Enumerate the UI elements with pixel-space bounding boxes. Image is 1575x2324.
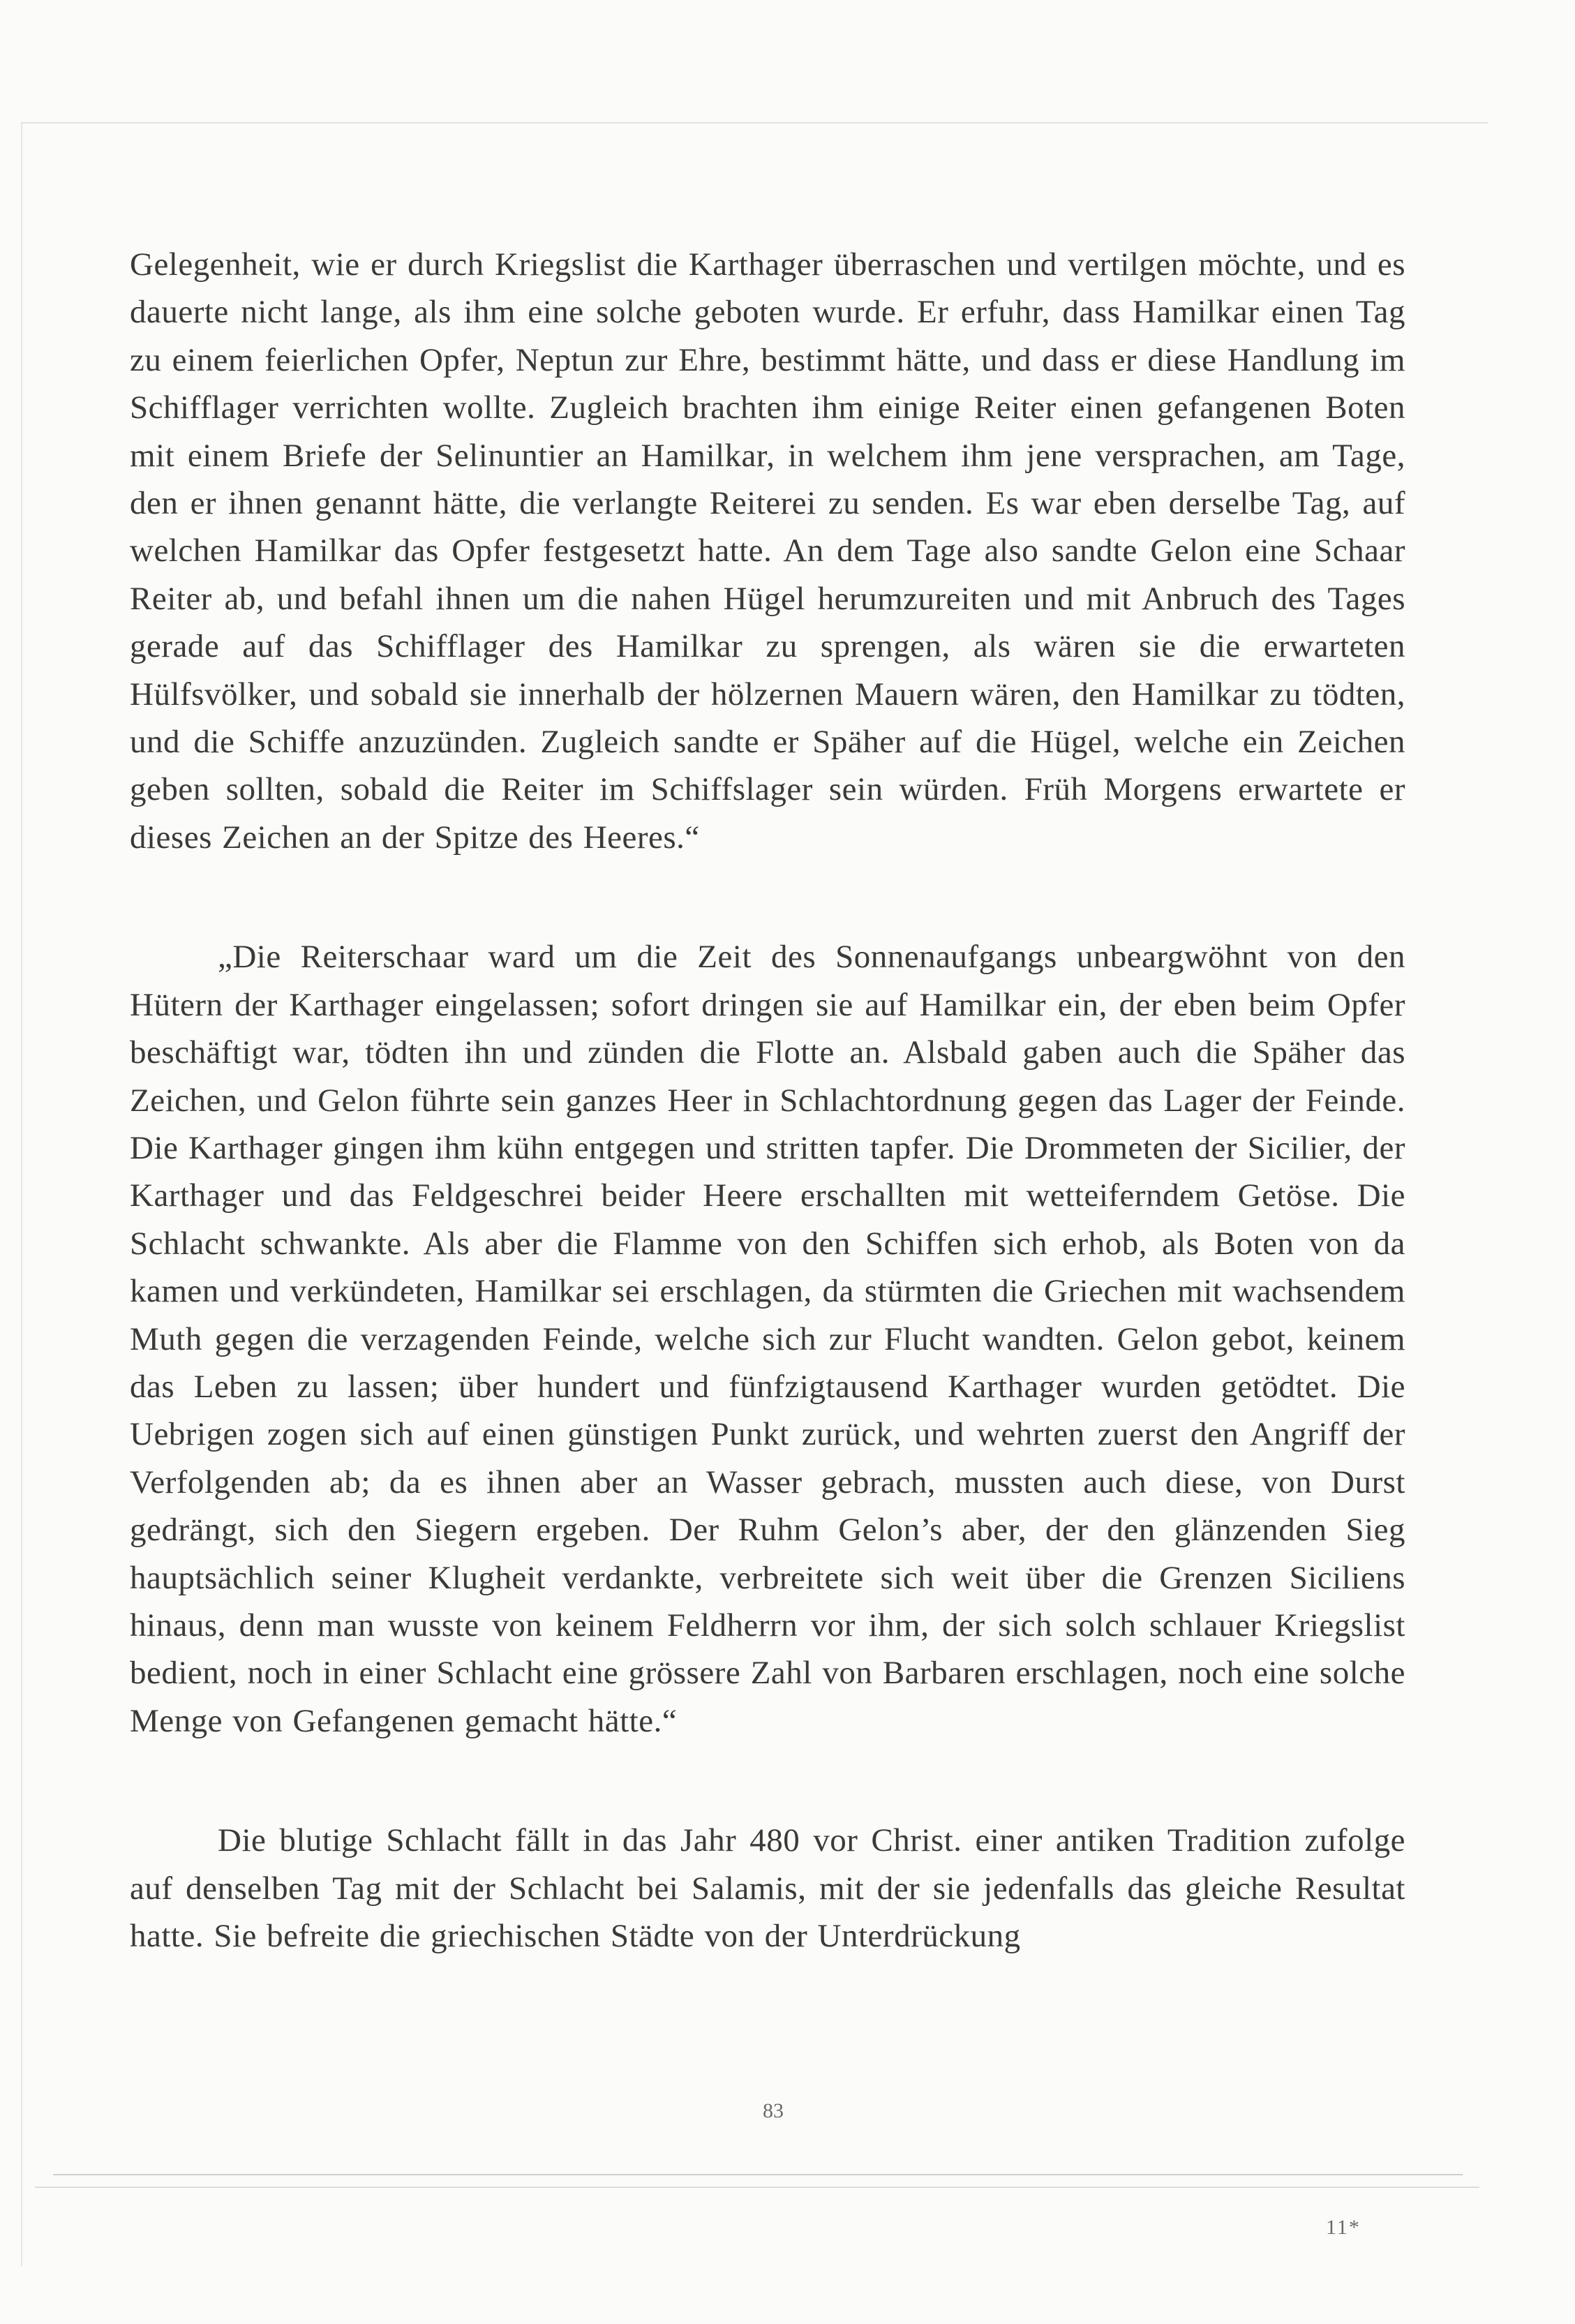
paragraph-1: Gelegenheit, wie er durch Kriegslist die Karthager überraschen und vertilgen möchte, und es dauerte nicht lange, als ihm eine solche geboten wurde. Er erfuhr, dass Hamilkar einen Tag zu einem feierlichen Opfer, Neptun zur Ehre, bestimmt hätte, und dass er diese Handlung im Schifflager verrichten wollte. Zugleich brachten ihm einige Reiter einen gefangenen Boten mit einem Briefe der Selinuntier an Hamilkar, in welchem ihm jene versprachen, am Tage, den er ihnen genannt hätte, die verlangte Reiterei zu senden. Es war eben derselbe Tag, auf welchen Hamilkar das Opfer festgesetzt hatte. An dem Tage also sandte Gelon eine Schaar Reiter ab, und befahl ihnen um die nahen Hügel herumzureiten und mit Anbruch des Tages gerade auf das Schifflager des Hamilkar zu sprengen, als wären sie die erwarteten Hülfsvölker, und sobald sie innerhalb der hölzernen Mauern wären, den Hamilkar zu tödten, und die Schiffe anzuzünden. Zugleich sandte er Späher auf die Hügel, welche ein Zeichen geben sollten, sobald die Reiter im Schiffslager sein würden. Früh Morgens erwartete er dieses Zeichen an der Spitze des Heeres.“ (130, 246, 1405, 856)
page-number: 83 (763, 2099, 784, 2122)
body-text (130, 241, 1405, 1960)
signature-mark: 11* (1326, 2216, 1361, 2239)
footer-rule (53, 2174, 1463, 2175)
paragraph-2: „Die Reiterschaar ward um die Zeit des Sonnenaufgangs unbeargwöhnt von den Hütern der Karthager eingelassen; sofort dringen sie auf Hamilkar ein, der eben beim Opfer beschäftigt war, tödten ihn und zünden die Flotte an. Alsbald gaben auch die Späher das Zeichen, und Gelon führte sein ganzes Heer in Schlachtordnung gegen das Lager der Feinde. Die Karthager gingen ihm kühn entgegen und stritten tapfer. Die Drommeten der Sicilier, der Karthager und das Feldgeschrei beider Heere erschallten mit wetteiferndem Getöse. Die Schlacht schwankte. Als aber die Flamme von den Schiffen sich erhob, als Boten von da kamen und verkündeten, Hamilkar sei erschlagen, da stürmten die Griechen mit wachsendem Muth gegen die verzagenden Feinde, welche sich zur Flucht wandten. Gelon gebot, keinem das Leben zu lassen; über hundert und fünfzigtausend Karthager wurden getödtet. Die Uebrigen zogen sich auf einen günstigen Punkt zurück, und wehrten zuerst den Angriff der Verfolgenden ab; da es ihnen aber an Wasser gebrach, mussten auch diese, von Durst gedrängt, sich den Siegern ergeben. Der Ruhm Gelon’s aber, der den glänzenden Sieg hauptsächlich seiner Klugheit verdankte, verbreitete sich weit über die Grenzen Siciliens hinaus, denn man wusste von keinem Feldherrn vor ihm, der sich solch schlauer Kriegslist bedient, noch in einer Schlacht eine grössere Zahl von Barbaren erschlagen, noch eine solche Menge von Gefangenen gemacht hätte.“ (130, 939, 1405, 1739)
footer-rule-outer (35, 2187, 1479, 2188)
paragraph-3: Die blutige Schlacht fällt in das Jahr 480 vor Christ. einer antiken Tradition zufolge auf denselben Tag mit der Schlacht bei Salamis, mit der sie jedenfalls das gleiche Resultat hatte. Sie befreite die griechischen Städte von der Unterdrückung (130, 1822, 1405, 1954)
